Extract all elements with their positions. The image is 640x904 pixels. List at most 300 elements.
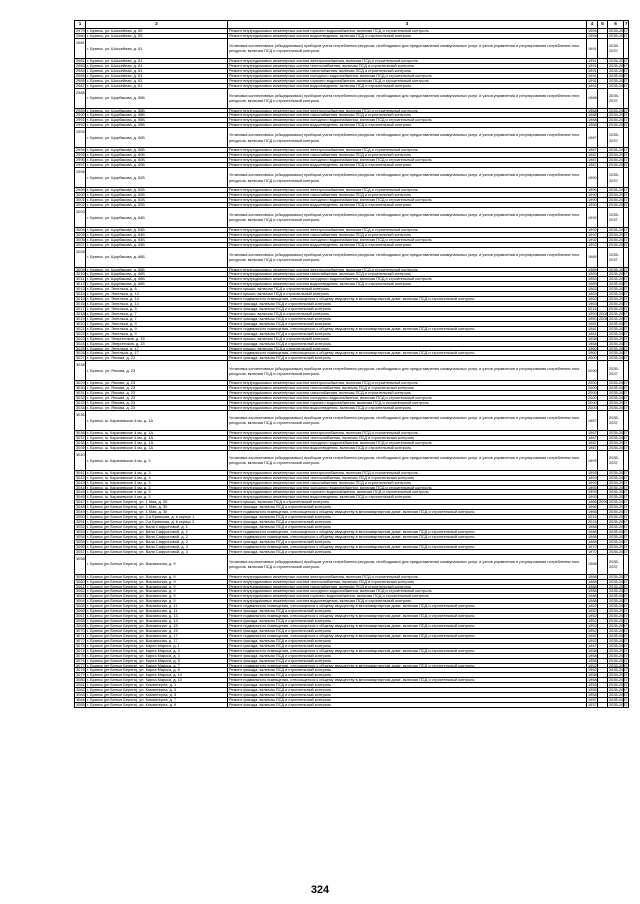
build-year-cell: 1987	[588, 162, 597, 168]
row-number-cell: 3031	[76, 390, 85, 396]
address-cell: г. Брянск, ул. Щорбакова, д. 62Б	[86, 202, 228, 207]
empty-cell	[624, 450, 629, 470]
build-year-cell: 1993	[587, 450, 598, 470]
build-year-cell: 1952	[588, 662, 597, 668]
build-year-cell: 1990	[588, 201, 597, 207]
address-cell: г. Брянск, ул. Янкова, д. 23	[86, 386, 228, 391]
plan-period-cell: 2035-2037	[609, 57, 628, 63]
build-year-cell: 1993	[588, 484, 597, 490]
header-cell: 4	[587, 21, 598, 29]
empty-cell	[624, 168, 629, 188]
address-cell: г. Брянск, ул. Энгельса, д. 9	[86, 321, 228, 326]
table-row	[75, 554, 629, 574]
empty-cell	[624, 38, 629, 58]
table-row	[75, 410, 629, 430]
row-number-cell: 3079	[76, 672, 85, 678]
work-type-cell: Ремонт внутридомовых инженерных систем электроснабжения, включая ПСД и строительный контроль	[228, 381, 587, 386]
row-number-cell: 2990	[76, 112, 85, 118]
plan-period-cell: 2035-2037	[609, 301, 628, 307]
work-type-cell: Установка коллективных (общедомовых) приборов учета потребления ресурсов, необходимых для предоставления коммунальных услуг, и узлов управления и регулирования потребления этих ресурсов, включая ПСД и строительный контроль	[228, 88, 587, 108]
work-type-cell: Ремонт внутридомовых инженерных систем теплоснабжения, включая ПСД и строительный контроль	[228, 435, 587, 440]
work-type-cell: Установка коллективных (общедомовых) приборов учета потребления ресурсов, необходимых для предоставления коммунальных услуг, и узлов управления и регулирования потребления этих ресурсов, включая ПСД и строительный контроль	[228, 38, 587, 58]
work-type-cell: Ремонт внутридомовых инженерных систем электроснабжения, включая ПСД и строительный контроль	[228, 58, 587, 63]
build-year-cell: 1966	[588, 509, 597, 515]
row-number-cell: 3053	[76, 528, 85, 534]
plan-period-cell: 2035-2037	[609, 593, 628, 599]
address-cell: г. Брянск, ш. Карачевское 4 км, д. 1А	[86, 445, 228, 450]
build-year-cell: 1987	[588, 157, 597, 163]
plan-period-cell: 2035-2037	[609, 583, 628, 589]
plan-period-cell: 2035-2037	[609, 509, 628, 515]
work-type-cell: Ремонт фасада, включая ПСД и строительный контроль	[228, 331, 587, 336]
row-number-cell: 3018	[76, 310, 85, 316]
work-type-cell: Ремонт подвального помещения, относящегося к общему имуществу в многоквартирном доме, включая ПСД и строительный контроль	[228, 326, 587, 331]
build-year-cell: 1988	[588, 583, 597, 589]
plan-period-cell: 2035-2037	[609, 543, 628, 549]
plan-period-cell: 2035-2037	[609, 528, 628, 534]
row-number-cell: 3075	[76, 652, 85, 658]
row-number-cell: 3006	[76, 236, 85, 242]
work-type-cell: Ремонт внутридомовых инженерных систем теплоснабжения, включая ПСД и строительный контроль	[228, 63, 587, 68]
address-cell: г. Брянск, ул. Энгельса, д. 14	[86, 302, 228, 307]
work-type-cell: Ремонт фасада, включая ПСД и строительный контроль	[228, 302, 587, 307]
address-cell: г. Брянск, ул. Шоссейная, д. 61	[86, 63, 228, 68]
row-number-cell: 3040	[75, 450, 86, 470]
address-cell: г. Брянск (рп Белые Берега), ул. Карла Маркса, д. 10	[86, 678, 228, 683]
row-number-cell: 3034	[76, 405, 85, 411]
build-year-cell: 1992	[588, 226, 597, 232]
address-cell: г. Брянск (рп Белые Берега), ул. Коминтерна, д. 1	[86, 683, 228, 688]
address-cell: г. Брянск, ул. Янкова, д. 23	[86, 406, 228, 411]
work-type-cell: Ремонт подвального помещения, относящегося к общему имуществу в многоквартирном доме, включая ПСД и строительный контроль	[228, 604, 587, 609]
plan-period-cell: 2035-2037	[609, 67, 628, 73]
plan-period-cell: 2035-2037	[609, 191, 628, 197]
address-cell: г. Брянск, ул. Энергетиков, д. 15	[86, 336, 228, 341]
work-type-cell: Установка коллективных (общедомовых) приборов учета потребления ресурсов, необходимых для предоставления коммунальных услуг, и узлов управления и регулирования потребления этих ресурсов, включая ПСД и строительный контроль	[228, 554, 587, 574]
plan-period-cell: 2035-2037	[608, 247, 624, 267]
work-type-cell: Ремонт фасада, включая ПСД и строительный контроль	[228, 628, 587, 633]
build-year-cell: 1952	[588, 603, 597, 609]
build-year-cell: 1987	[587, 128, 598, 148]
address-cell: г. Брянск (рп Белые Берега), ул. Вокзальная, д. 13	[86, 619, 228, 624]
work-type-cell: Ремонт фасада, включая ПСД и строительный контроль	[228, 688, 587, 693]
build-year-cell: 1970	[588, 543, 597, 549]
build-year-cell: 1988	[588, 524, 597, 530]
address-cell: г. Брянск, ш. Карачевское 4 км, д. 3	[86, 450, 228, 470]
address-cell: г. Брянск, ул. Энгельса, д. 5	[86, 307, 228, 312]
work-type-cell: Ремонт внутридомовых инженерных систем водоотведения, включая ПСД и строительный контроль	[228, 406, 587, 411]
row-number-cell: 3045	[76, 489, 85, 495]
build-year-cell: 1992	[588, 236, 597, 242]
work-type-cell: Установка коллективных (общедомовых) приборов учета потребления ресурсов, необходимых для предоставления коммунальных услуг, и узлов управления и регулирования потребления этих ресурсов, включая ПСД и строительный контроль	[228, 247, 587, 267]
address-cell: г. Брянск, ул. Щорбакова, д. 64Б	[86, 207, 228, 227]
plan-period-cell: 2035-2037	[609, 632, 628, 638]
header-cell: 1	[75, 21, 86, 29]
work-type-cell: Ремонт фасада, включая ПСД и строительный контроль	[228, 703, 587, 708]
build-year-cell: 1992	[587, 207, 598, 227]
repair-year-cell	[598, 247, 608, 267]
address-cell: г. Брянск (рп Белые Берега), ул. Коминтерна, д. 3	[86, 688, 228, 693]
address-cell: г. Брянск, ш. Карачевское 4 км, д. 1А	[86, 410, 228, 430]
row-number-cell: 3072	[76, 637, 85, 643]
row-number-cell: 2981	[75, 38, 86, 58]
plan-period-cell: 2035-2037	[609, 662, 628, 668]
plan-period-cell: 2035-2037	[608, 128, 624, 148]
row-number-cell: 3044	[76, 484, 85, 490]
address-cell: г. Брянск, ул. Шоссейная, д. 61	[86, 83, 228, 88]
plan-period-cell: 2035-2037	[609, 588, 628, 594]
build-year-cell: 1991	[588, 82, 597, 88]
row-number-cell: 2998	[75, 168, 86, 188]
build-year-cell: 1958	[588, 677, 597, 683]
address-cell: г. Брянск, ул. Шоссейная, д. 61	[86, 78, 228, 83]
row-number-cell: 3056	[76, 543, 85, 549]
work-type-cell: Ремонт внутридомовых инженерных систем газоснабжения, включая ПСД и строительный контроль	[228, 192, 587, 197]
work-type-cell: Ремонт фасада, включая ПСД и строительный контроль	[228, 693, 587, 698]
build-year-cell: 1993	[588, 474, 597, 480]
plan-period-cell: 2035-2037	[609, 320, 628, 326]
address-cell: г. Брянск, ул. Энгельса, д. 17	[86, 346, 228, 351]
address-cell: г. Брянск, ул. Энгельса, д. 7	[86, 311, 228, 316]
row-number-cell: 3060	[76, 578, 85, 584]
row-number-cell: 2999	[76, 187, 85, 193]
row-number-cell: 3002	[76, 201, 85, 207]
row-number-cell: 3030	[76, 385, 85, 391]
work-type-cell: Ремонт внутридомовых инженерных систем электроснабжения, включая ПСД и строительный контроль	[228, 430, 587, 435]
row-number-cell: 3032	[76, 395, 85, 401]
address-cell: г. Брянск, ул. Янкова, д. 23	[86, 381, 228, 386]
plan-period-cell: 2035-2037	[609, 291, 628, 297]
address-cell: г. Брянск, ул. Шоссейная, д. 59	[86, 33, 228, 38]
row-number-cell: 3026	[76, 350, 85, 356]
build-year-cell: 1966	[588, 499, 597, 505]
build-year-cell: 1990	[588, 191, 597, 197]
plan-period-cell: 2035-2037	[609, 618, 628, 624]
row-number-cell: 3052	[76, 524, 85, 530]
plan-period-cell: 2035-2037	[609, 325, 628, 331]
plan-period-cell: 2035-2037	[609, 697, 628, 703]
row-number-cell: 3054	[76, 533, 85, 539]
repair-year-cell	[598, 450, 608, 470]
plan-period-cell: 2035-2037	[609, 514, 628, 520]
work-type-cell: Ремонт фасада, включая ПСД и строительный контроль	[228, 658, 587, 663]
row-number-cell: 3078	[76, 667, 85, 673]
address-cell: г. Брянск, ул. Янкова, д. 23	[86, 401, 228, 406]
build-year-cell: 1947	[588, 642, 597, 648]
repair-year-cell	[598, 38, 608, 58]
address-cell: г. Брянск, ул. Энгельса, д. 7	[86, 316, 228, 321]
work-type-cell: Ремонт фасада, включая ПСД и строительный контроль	[228, 683, 587, 688]
address-cell: г. Брянск, ул. Шоссейная, д. 61	[86, 58, 228, 63]
repair-year-cell	[598, 168, 608, 188]
row-number-cell: 3046	[76, 494, 85, 500]
work-type-cell: Установка коллективных (общедомовых) приборов учета потребления ресурсов, необходимых для предоставления коммунальных услуг, и узлов управления и регулирования потребления этих ресурсов, включая ПСД и строительный контроль	[228, 450, 587, 470]
plan-period-cell: 2035-2037	[609, 152, 628, 158]
build-year-cell: 2000	[588, 405, 597, 411]
plan-period-cell: 2035-2037	[609, 598, 628, 604]
address-cell: г. Брянск (рп Белые Берега), ул. Вокзальная, д. 11	[86, 609, 228, 614]
work-type-cell: Ремонт внутридомовых инженерных систем водоотведения, включая ПСД и строительный контроль	[228, 599, 587, 604]
build-year-cell: 1987	[588, 152, 597, 158]
address-cell: г. Брянск (рп Белые Берега), ул. Вокзальная, д. 9	[86, 589, 228, 594]
build-year-cell: 1981	[588, 320, 597, 326]
address-cell: г. Брянск, ул. Шоссейная, д. 59	[86, 29, 228, 34]
address-cell: г. Брянск, ул. Энгельса, д. 14	[86, 297, 228, 302]
address-cell: г. Брянск (рп Белые Берега), ул. 2-я Брянская, д. 6 корпус 1	[86, 515, 228, 520]
row-number-cell: 2997	[76, 162, 85, 168]
address-cell: г. Брянск (рп Белые Берега), ул. Карла Маркса, д. 5	[86, 658, 228, 663]
address-cell: г. Брянск (рп Белые Берега), ул. 1 Мая, д. 30	[86, 510, 228, 515]
header-cell: 7	[624, 21, 629, 29]
address-cell: г. Брянск (рп Белые Берега), ул. Вокзальная, д. 9	[86, 594, 228, 599]
address-cell: г. Брянск, ул. Щорбакова, д. 58Б	[86, 88, 228, 108]
address-cell: г. Брянск (рп Белые Берега), ул. Карла Маркса, д. 7	[86, 663, 228, 668]
plan-period-cell: 2035-2037	[609, 682, 628, 688]
work-type-cell: Ремонт внутридомовых инженерных систем газоснабжения, включая ПСД и строительный контроль	[228, 153, 587, 158]
plan-period-cell: 2035-2037	[609, 533, 628, 539]
build-year-cell: 1952	[588, 608, 597, 614]
work-type-cell: Ремонт внутридомовых инженерных систем холодного водоснабжения, включая ПСД и строительный контроль	[228, 277, 587, 282]
row-number-cell: 3077	[76, 662, 85, 668]
plan-period-cell: 2035-2037	[609, 657, 628, 663]
row-number-cell: 3047	[76, 499, 85, 505]
address-cell: г. Брянск, ш. Карачевское 4 км, д. 3	[86, 475, 228, 480]
build-year-cell: 1950	[588, 315, 597, 321]
empty-cell	[624, 207, 629, 227]
build-year-cell: 2000	[588, 380, 597, 386]
address-cell: г. Брянск, ул. Щорбакова, д. 64Б	[86, 227, 228, 232]
address-cell: г. Брянск, ул. Щорбакова, д. 60Б	[86, 128, 228, 148]
plan-period-cell: 2035-2037	[609, 603, 628, 609]
build-year-cell: 1989	[588, 276, 597, 282]
address-cell: г. Брянск (рп Белые Берега), ул. Коминтерна, д. 5	[86, 693, 228, 698]
plan-period-cell: 2035-2037	[609, 266, 628, 272]
address-cell: г. Брянск, ул. Щорбакова, д. 66Б	[86, 282, 228, 287]
row-number-cell: 2986	[76, 77, 85, 83]
plan-period-cell: 2035-2037	[609, 296, 628, 302]
address-cell: г. Брянск, ул. Щорбакова, д. 62Б	[86, 168, 228, 188]
plan-period-cell: 2035-2037	[609, 107, 628, 113]
plan-period-cell: 2035-2037	[609, 627, 628, 633]
work-type-cell: Ремонт подвального помещения, относящегося к общему имуществу в многоквартирном доме, включая ПСД и строительный контроль	[228, 544, 587, 549]
row-number-cell: 3070	[76, 627, 85, 633]
empty-cell	[624, 88, 629, 108]
build-year-cell: 1992	[588, 231, 597, 237]
work-type-cell: Ремонт внутридомовых инженерных систем водоотведения, включая ПСД и строительный контроль	[228, 445, 587, 450]
row-number-cell: 3084	[76, 697, 85, 703]
work-type-cell: Ремонт крыши, включая ПСД и строительный контроль	[228, 500, 587, 505]
work-type-cell: Ремонт крыши, включая ПСД и строительный контроль	[228, 287, 587, 292]
header-cell: 2	[86, 21, 228, 29]
plan-period-cell: 2035-2037	[609, 196, 628, 202]
work-type-cell: Ремонт внутридомовых инженерных систем холодного водоснабжения, включая ПСД и строительный контроль	[228, 197, 587, 202]
table-row	[75, 38, 629, 58]
build-year-cell: 1966	[588, 504, 597, 510]
repair-year-cell	[598, 554, 608, 574]
address-cell: г. Брянск, ул. Энгельса, д. 8	[86, 287, 228, 292]
address-cell: г. Брянск, ул. Щорбакова, д. 66Б	[86, 267, 228, 272]
row-number-cell: 2992	[76, 122, 85, 128]
row-number-cell: 3050	[76, 514, 85, 520]
row-number-cell: 3048	[76, 504, 85, 510]
table-row	[75, 703, 629, 708]
plan-period-cell: 2035-2037	[609, 439, 628, 445]
row-number-cell: 3058	[75, 554, 86, 574]
repair-year-cell	[598, 410, 608, 430]
document-sheet	[74, 20, 628, 708]
address-cell: г. Брянск, ул. Щорбакова, д. 58Б	[86, 113, 228, 118]
plan-period-cell: 2035-2037	[608, 410, 624, 430]
address-cell: г. Брянск, ул. Янкова, д. 21	[86, 356, 228, 361]
work-type-cell: Ремонт фасада, включая ПСД и строительный контроль	[228, 619, 587, 624]
build-year-cell: 1952	[588, 632, 597, 638]
plan-period-cell: 2035-2037	[609, 315, 628, 321]
build-year-cell: 1958	[588, 647, 597, 653]
build-year-cell: 1990	[588, 196, 597, 202]
work-type-cell: Ремонт внутридомовых инженерных систем водоотведения, включая ПСД и строительный контроль	[228, 242, 587, 247]
work-type-cell: Ремонт подвального помещения, относящегося к общему имуществу в многоквартирном доме, включая ПСД и строительный контроль	[228, 633, 587, 638]
build-year-cell: 1988	[588, 533, 597, 539]
plan-period-cell: 2035-2037	[609, 474, 628, 480]
plan-period-cell: 2035-2037	[609, 405, 628, 411]
plan-period-cell: 2035-2037	[609, 548, 628, 554]
work-type-cell: Ремонт фасада, включая ПСД и строительный контроль	[228, 643, 587, 648]
work-type-cell: Ремонт фасада, включая ПСД и строительный контроль	[228, 549, 587, 554]
work-type-cell: Ремонт крыши, включая ПСД и строительный контроль	[228, 346, 587, 351]
address-cell: г. Брянск, ул. Щорбакова, д. 60Б	[86, 163, 228, 168]
build-year-cell: 1988	[588, 573, 597, 579]
work-type-cell: Ремонт подвального помещения, относящегося к общему имуществу в многоквартирном доме, включая ПСД и строительный контроль	[228, 624, 587, 629]
plan-period-cell: 2035-2037	[609, 157, 628, 163]
build-year-cell: 1960	[588, 350, 597, 356]
plan-period-cell: 2035-2037	[609, 162, 628, 168]
build-year-cell: 1989	[588, 266, 597, 272]
row-number-cell: 3003	[75, 207, 86, 227]
plan-period-cell: 2035-2037	[609, 340, 628, 346]
build-year-cell: 1988	[588, 578, 597, 584]
plan-period-cell: 2035-2037	[609, 434, 628, 440]
work-type-cell: Ремонт внутридомовых инженерных систем теплоснабжения, включая ПСД и строительный контроль	[228, 475, 587, 480]
header-cell: 5	[598, 21, 608, 29]
build-year-cell: 1988	[588, 117, 597, 123]
work-type-cell: Ремонт внутридомовых инженерных систем электроснабжения, включая ПСД и строительный контроль	[228, 108, 587, 113]
build-year-cell: 1988	[588, 107, 597, 113]
plan-period-cell: 2035-2037	[609, 642, 628, 648]
address-cell: г. Брянск, ул. Щорбакова, д. 66Б	[86, 277, 228, 282]
build-year-cell: 1988	[587, 554, 598, 574]
address-cell: г. Брянск (рп Белые Берега), ул. 2-я Брянская, д. 6 корпус 2	[86, 520, 228, 525]
plan-period-cell: 2035-2037	[609, 201, 628, 207]
plan-period-cell: 2035-2037	[609, 623, 628, 629]
work-type-cell: Ремонт внутридомовых инженерных систем газоснабжения, включая ПСД и строительный контроль	[228, 391, 587, 396]
work-type-cell: Ремонт внутридомовых инженерных систем газоснабжения, включая ПСД и строительный контроль	[228, 272, 587, 277]
plan-period-cell: 2035-2037	[609, 310, 628, 316]
build-year-cell: 1988	[588, 122, 597, 128]
row-number-cell: 3015	[76, 296, 85, 302]
row-number-cell: 2996	[76, 157, 85, 163]
row-number-cell: 3029	[76, 380, 85, 386]
build-year-cell: 1989	[588, 281, 597, 287]
address-cell: г. Брянск, ш. Карачевское 4 км, д. 1А	[86, 435, 228, 440]
address-cell: г. Брянск, ш. Карачевское 4 км, д. 3	[86, 490, 228, 495]
row-number-cell: 2982	[76, 57, 85, 63]
plan-period-cell: 2035-2037	[608, 168, 624, 188]
address-cell: г. Брянск, ш. Карачевское 4 км, д. 3	[86, 495, 228, 500]
row-number-cell: 3083	[76, 692, 85, 698]
build-year-cell: 1952	[588, 667, 597, 673]
address-cell: г. Брянск, ул. Щорбакова, д. 64Б	[86, 242, 228, 247]
address-cell: г. Брянск (рп Белые Берега), ул. Карла Маркса, д. 3	[86, 648, 228, 653]
repair-year-cell: 2008	[599, 315, 608, 321]
build-year-cell: 1988	[588, 528, 597, 534]
plan-period-cell: 2035-2037	[609, 469, 628, 475]
work-type-cell: Ремонт фасада, включая ПСД и строительный контроль	[228, 321, 587, 326]
plan-period-cell: 2035-2037	[608, 554, 624, 574]
row-number-cell: 2984	[76, 67, 85, 73]
repair-year-cell	[598, 703, 608, 708]
plan-period-cell: 2035-2037	[609, 330, 628, 336]
address-cell: г. Брянск (рп Белые Берега), ул. Вали Сафроновой, д. 1	[86, 529, 228, 534]
address-cell: г. Брянск, ул. Щорбакова, д. 58Б	[86, 123, 228, 128]
plan-period-cell: 2035-2037	[609, 385, 628, 391]
empty-cell	[624, 128, 629, 148]
row-number-cell: 3057	[76, 548, 85, 554]
row-number-cell: 3062	[76, 588, 85, 594]
address-cell: г. Брянск (рп Белые Берега), ул. Вокзальная, д. 11	[86, 604, 228, 609]
build-year-cell: 1958	[588, 672, 597, 678]
build-year-cell: 2000	[588, 390, 597, 396]
plan-period-cell: 2035-2037	[609, 395, 628, 401]
work-type-cell: Ремонт фасада, включая ПСД и строительный контроль	[228, 609, 587, 614]
address-cell: г. Брянск (рп Белые Берега), ул. Вали Сафроновой, д. 2	[86, 534, 228, 539]
work-type-cell: Ремонт внутридомовых инженерных систем водоотведения, включая ПСД и строительный контроль	[228, 495, 587, 500]
address-cell: г. Брянск (рп Белые Берега), ул. 1 Мая, д. 30	[86, 500, 228, 505]
address-cell: г. Брянск (рп Белые Берега), ул. Вокзальная, д. 9	[86, 599, 228, 604]
address-cell: г. Брянск, ул. Янкова, д. 23	[86, 391, 228, 396]
build-year-cell: 1952	[588, 618, 597, 624]
plan-period-cell: 2035-2037	[609, 231, 628, 237]
empty-cell	[624, 410, 629, 430]
plan-period-cell: 2035-2037	[608, 450, 624, 470]
build-year-cell: 1993	[588, 494, 597, 500]
plan-period-cell: 2035-2037	[609, 524, 628, 530]
row-number-cell: 3080	[76, 677, 85, 683]
address-cell: г. Брянск, ул. Шоссейная, д. 61	[86, 38, 228, 58]
work-type-cell: Ремонт внутридомовых инженерных систем горячего водоснабжения, включая ПСД и строительный контроль	[228, 78, 587, 83]
row-number-cell: 2983	[76, 62, 85, 68]
build-year-cell: 1991	[588, 57, 597, 63]
plan-period-cell: 2035-2037	[608, 207, 624, 227]
work-type-cell: Установка коллективных (общедомовых) приборов учета потребления ресурсов, необходимых для предоставления коммунальных услуг, и узлов управления и регулирования потребления этих ресурсов, включая ПСД и строительный контроль	[228, 410, 587, 430]
work-type-cell: Ремонт подвального помещения, относящегося к общему имуществу в многоквартирном доме, включая ПСД и строительный контроль	[228, 297, 587, 302]
plan-period-cell: 2035-2037	[609, 489, 628, 495]
build-year-cell: 1994	[588, 28, 597, 34]
row-number-cell: 2994	[76, 147, 85, 153]
row-number-cell: 2980	[76, 32, 85, 38]
plan-period-cell: 2035-2037	[609, 380, 628, 386]
work-type-cell: Ремонт внутридомовых инженерных систем горячего водоснабжения, включая ПСД и строительный контроль	[228, 594, 587, 599]
plan-period-cell: 2035-2037	[609, 236, 628, 242]
address-cell: г. Брянск (рп Белые Берега), ул. Карла Маркса, д. 8	[86, 668, 228, 673]
work-type-cell: Ремонт внутридомовых инженерных систем холодного водоснабжения, включая ПСД и строительный контроль	[228, 485, 587, 490]
build-year-cell: 1993	[588, 469, 597, 475]
row-number-cell: 3074	[76, 647, 85, 653]
build-year-cell: 1988	[588, 598, 597, 604]
repair-year-cell	[598, 207, 608, 227]
work-type-cell: Ремонт подвального помещения, относящегося к общему имуществу в многоквартирном доме, включая ПСД и строительный контроль	[228, 351, 587, 356]
build-year-cell: 1952	[588, 627, 597, 633]
address-cell: г. Брянск (рп Белые Берега), ул. Карла Маркса, д. 3	[86, 653, 228, 658]
